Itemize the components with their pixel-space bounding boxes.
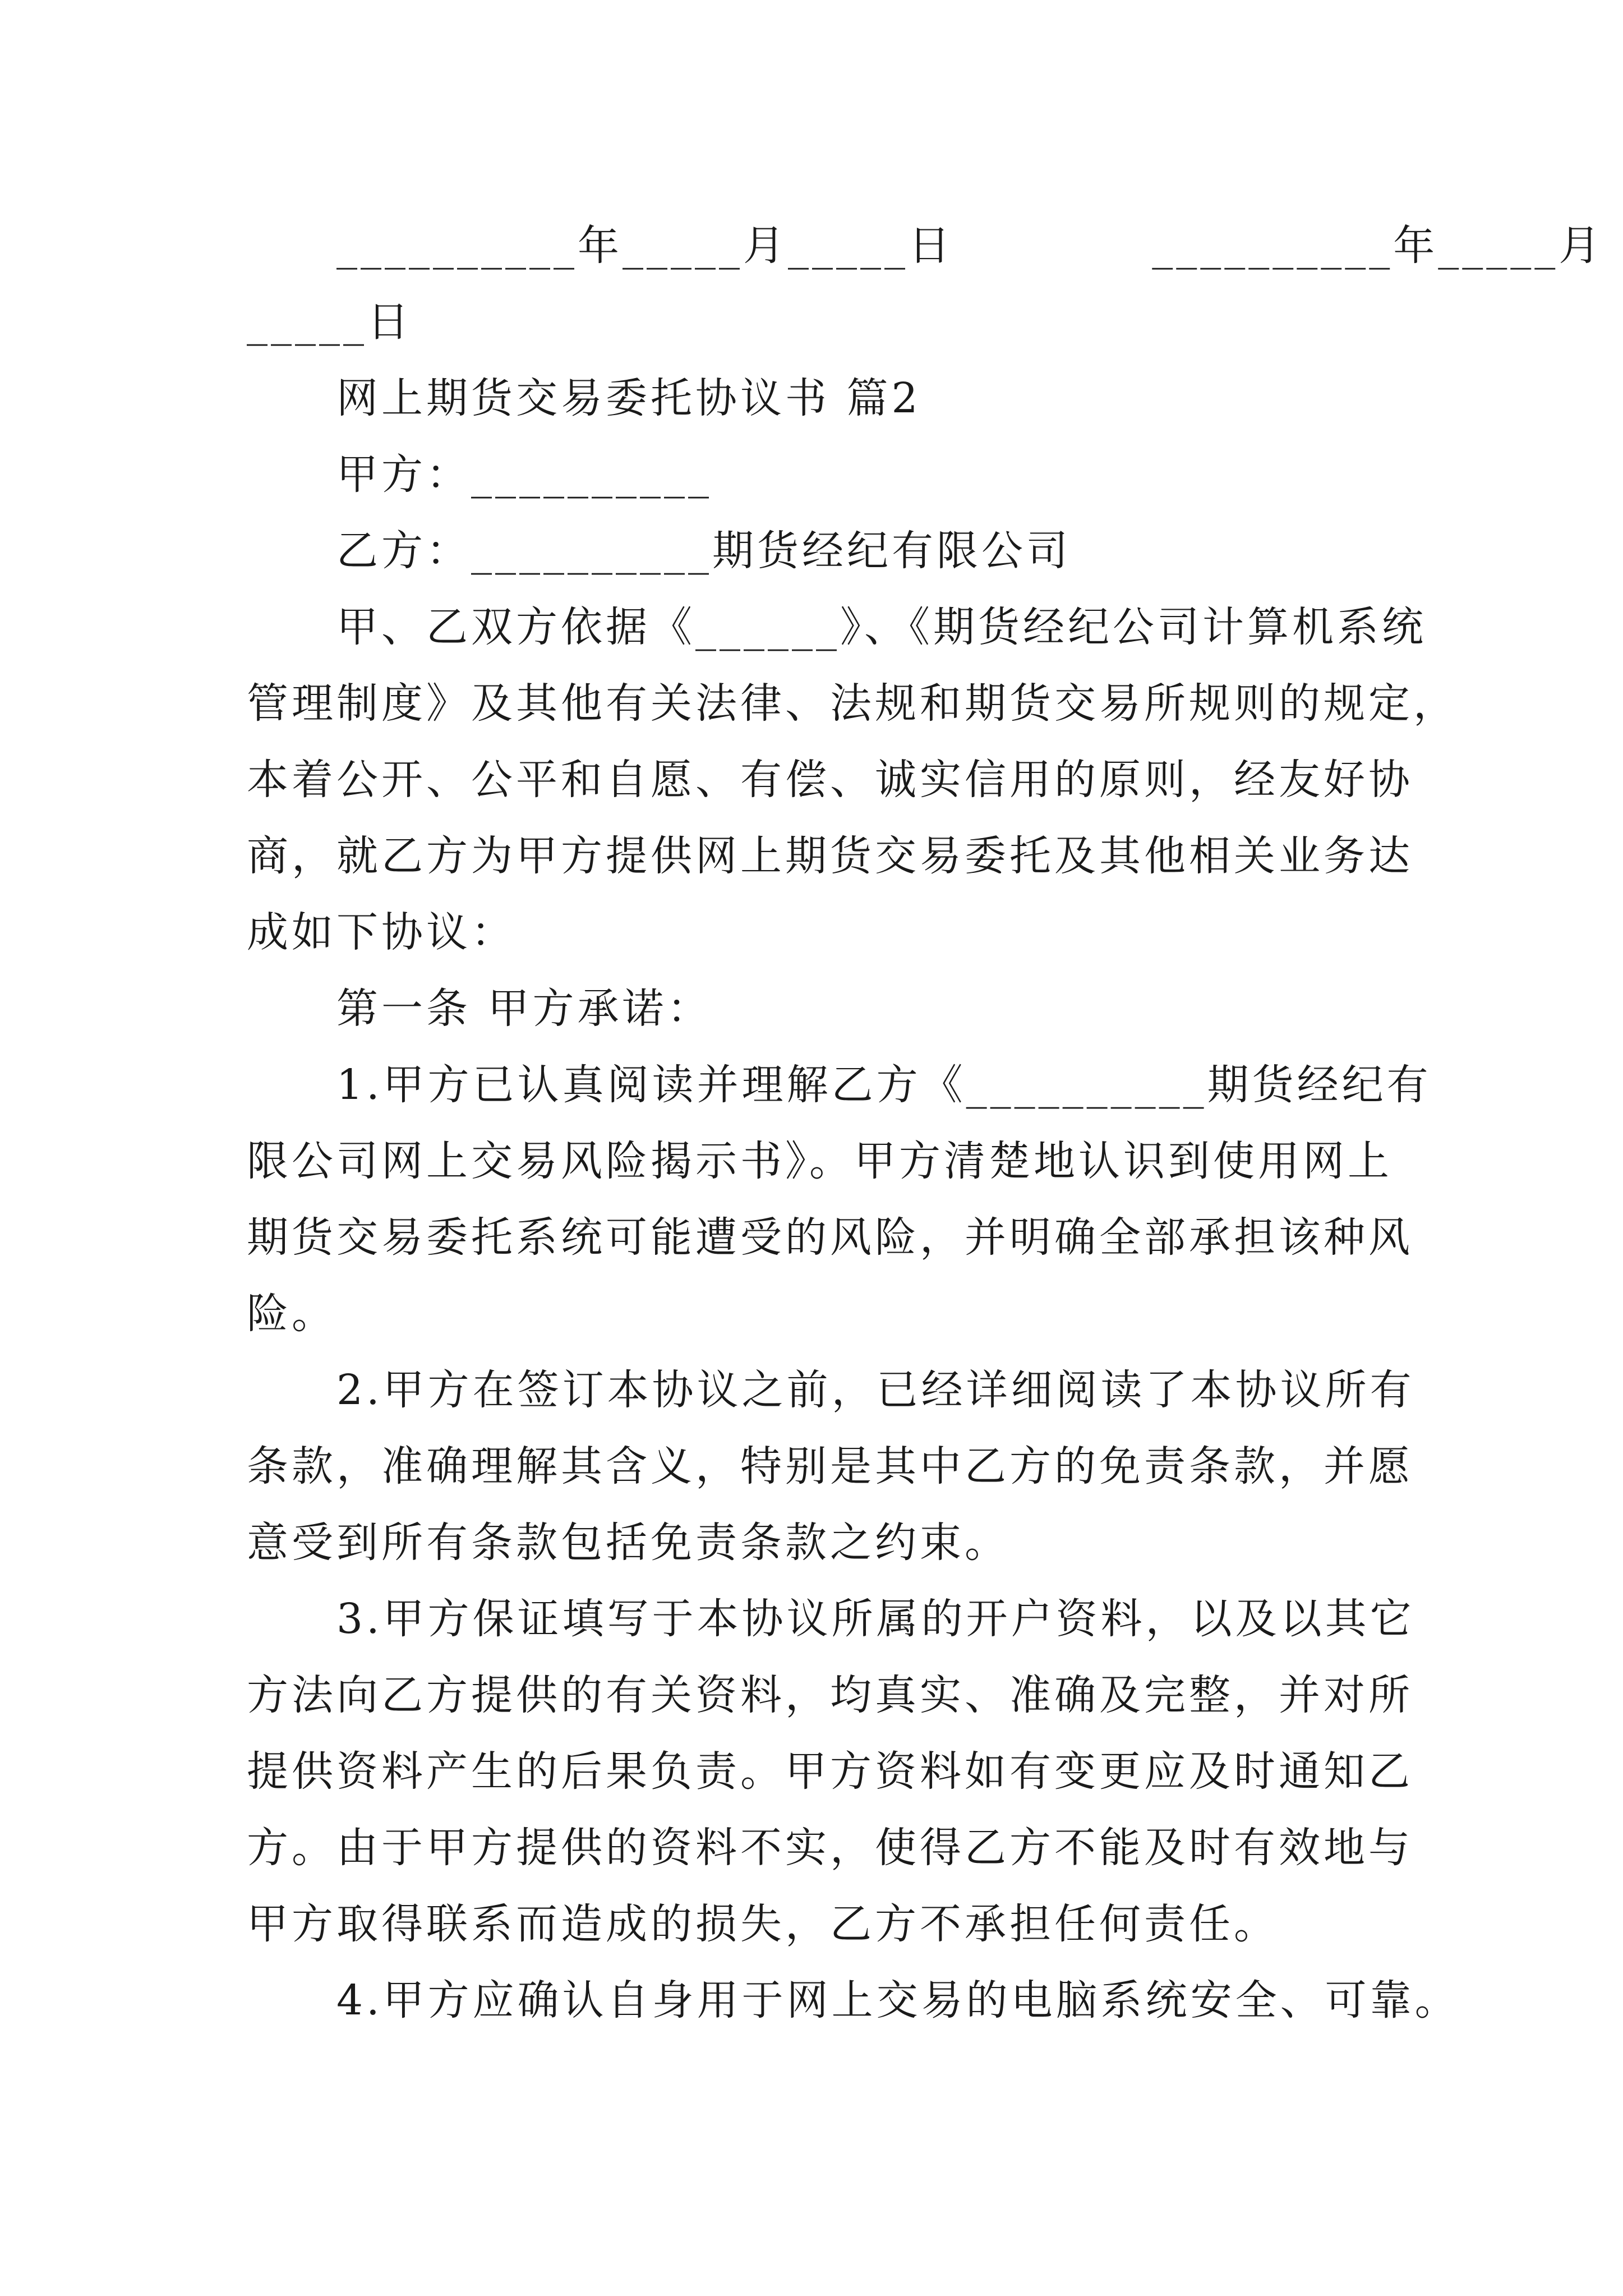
party-b-line: 乙方：__________期货经纪有限公司 (336, 527, 1071, 575)
clause-2-paragraph (247, 1352, 1415, 1581)
party-a-line: 甲方：__________ (336, 450, 712, 499)
clause-line: 险。 (247, 1290, 336, 1338)
preamble-line: 成如下协议： (247, 908, 516, 956)
clause-line: 意受到所有条款包括免责条款之约束。 (247, 1519, 1009, 1567)
document-title: 网上期货交易委托协议书 篇2 (336, 374, 921, 422)
clause-line: 1.甲方已认真阅读并理解乙方《__________期货经纪有 (336, 1061, 1432, 1109)
signature-date-line: __________年_____月_____日 __________年_____月 (336, 222, 1604, 270)
clause-1-paragraph (247, 1047, 1432, 1352)
preamble-line: 管理制度》及其他有关法律、法规和期货交易所规则的规定， (247, 679, 1458, 728)
article-1-heading: 第一条 甲方承诺： (336, 984, 712, 1033)
clause-line: 甲方取得联系而造成的损失，乙方不承担任何责任。 (247, 1900, 1279, 1948)
clause-line: 期货交易委托系统可能遭受的风险，并明确全部承担该种风 (247, 1213, 1413, 1262)
clause-line: 条款，准确理解其含义，特别是其中乙方的免责条款，并愿 (247, 1442, 1413, 1490)
document-body (247, 208, 1604, 2039)
clause-line: 4.甲方应确认自身用于网上交易的电脑系统安全、可靠。 (336, 1976, 1460, 2024)
signature-date-line-continued: _____日 (247, 298, 412, 346)
clause-line: 提供资料产生的后果负责。甲方资料如有变更应及时通知乙 (247, 1747, 1413, 1796)
clause-4-paragraph (247, 1962, 1460, 2039)
preamble-line: 商，就乙方为甲方提供网上期货交易委托及其他相关业务达 (247, 832, 1413, 880)
clause-line: 限公司网上交易风险揭示书》。甲方清楚地认识到使用网上 (247, 1137, 1393, 1185)
clause-line: 方法向乙方提供的有关资料，均真实、准确及完整，并对所 (247, 1671, 1413, 1719)
preamble-paragraph (247, 589, 1458, 970)
clause-3-paragraph (247, 1581, 1415, 1962)
preamble-line: 甲、乙双方依据《______》、《期货经纪公司计算机系统 (336, 603, 1427, 651)
preamble-line: 本着公开、公平和自愿、有偿、诚实信用的原则，经友好协 (247, 756, 1413, 804)
clause-line: 方。由于甲方提供的资料不实，使得乙方不能及时有效地与 (247, 1824, 1413, 1872)
clause-line: 2.甲方在签订本协议之前，已经详细阅读了本协议所有 (336, 1366, 1415, 1414)
clause-line: 3.甲方保证填写于本协议所属的开户资料，以及以其它 (336, 1595, 1415, 1643)
